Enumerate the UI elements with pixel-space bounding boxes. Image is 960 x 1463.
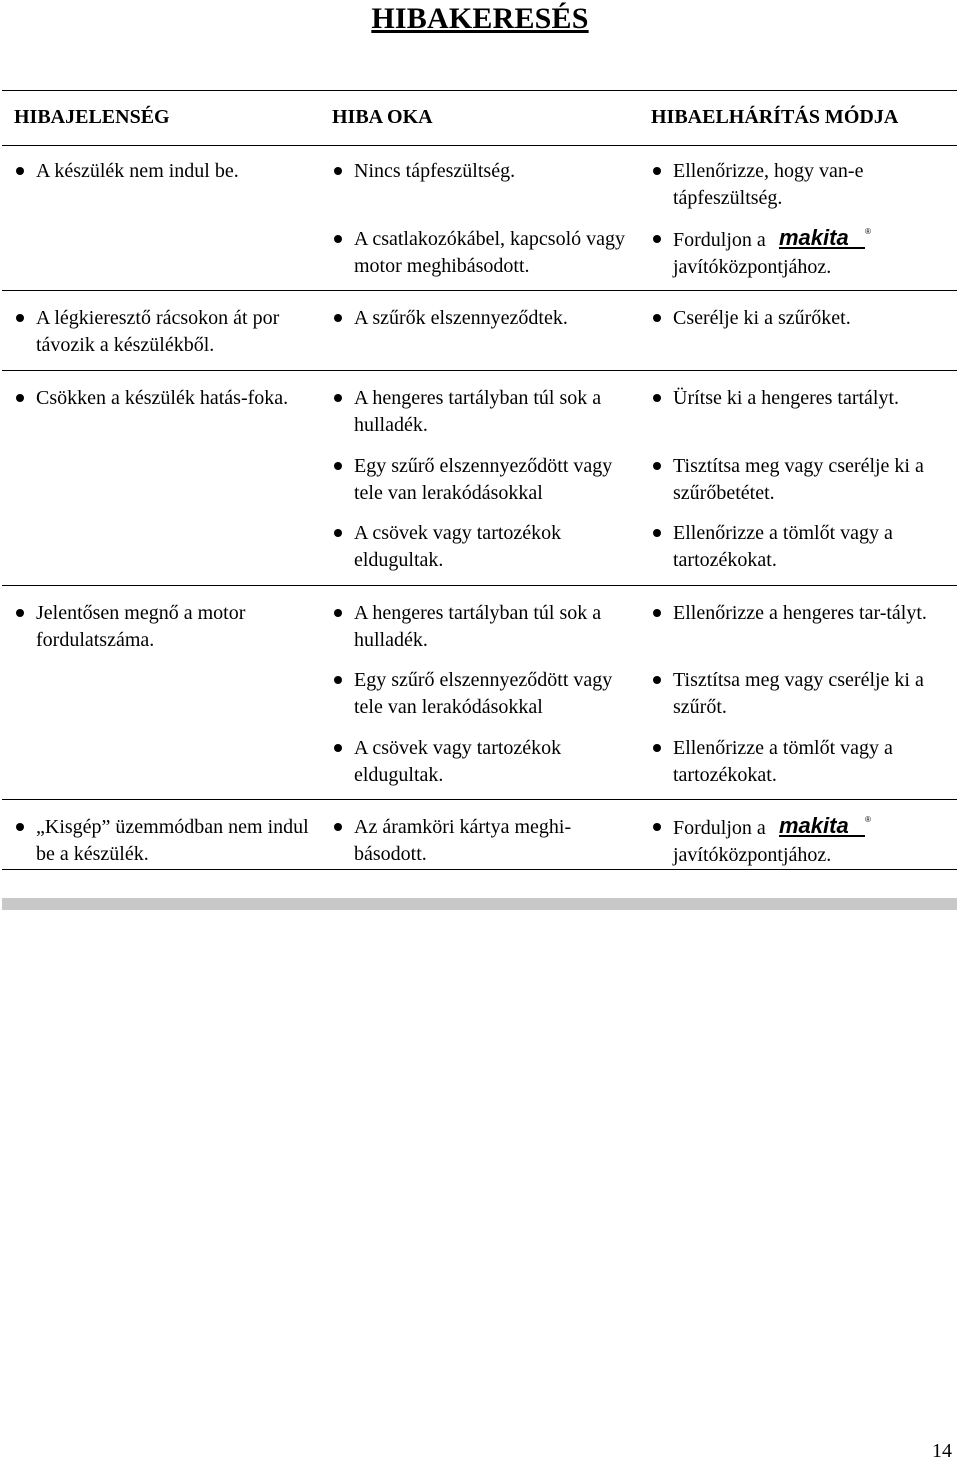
row3-cause-3: A csövek vagy tartozékok eldugultak. xyxy=(332,520,632,574)
makita-logo-icon xyxy=(777,814,873,838)
row-rule xyxy=(2,585,957,586)
row4-remedy-2: Tisztítsa meg vagy cserélje ki a szűrőt. xyxy=(651,667,951,721)
svg-text:makita: makita xyxy=(778,814,849,838)
bullet-icon xyxy=(334,676,342,684)
bullet-icon xyxy=(653,314,661,322)
header-rule xyxy=(2,145,957,146)
makita-logo-icon xyxy=(777,226,873,250)
row-rule xyxy=(2,370,957,371)
bullet-icon xyxy=(334,462,342,470)
bullet-icon xyxy=(16,609,24,617)
row3-cause-1: A hengeres tartályban túl sok a hulladék. xyxy=(332,385,632,439)
row3-remedy-2: Tisztítsa meg vagy cserélje ki a szűrőbetétet. xyxy=(651,453,951,507)
row2-symptom: A légkieresztő rácsokon át por távozik a készülékből. xyxy=(14,305,314,359)
row5-symptom: „Kisgép” üzemmódban nem indul be a készülék. xyxy=(14,814,314,868)
bullet-icon xyxy=(334,314,342,322)
bullet-icon xyxy=(653,462,661,470)
row3-symptom: Csökken a készülék hatás-foka. xyxy=(14,385,314,412)
row4-remedy-3: Ellenőrizze a tömlőt vagy a tartozékokat. xyxy=(651,735,951,789)
row2-remedy-1: Cserélje ki a szűrőket. xyxy=(651,305,951,332)
row2-cause-1: A szűrők elszennyeződtek. xyxy=(332,305,632,332)
row3-remedy-1: Ürítse ki a hengeres tartályt. xyxy=(651,385,951,412)
bullet-icon xyxy=(653,823,661,831)
bullet-icon xyxy=(334,235,342,243)
row3-remedy-3: Ellenőrizze a tömlőt vagy a tartozékokat. xyxy=(651,520,951,574)
row-rule xyxy=(2,799,957,800)
bullet-icon xyxy=(653,529,661,537)
row1-cause-2: A csatlakozókábel, kapcsoló vagy motor meghibásodott. xyxy=(332,226,632,280)
bullet-icon xyxy=(334,744,342,752)
header-cause: HIBA OKA xyxy=(332,106,433,128)
row4-cause-1: A hengeres tartályban túl sok a hulladék. xyxy=(332,600,632,654)
row4-cause-2: Egy szűrő elszennyeződött vagy tele van lerakódásokkal xyxy=(332,667,632,721)
row1-symptom: A készülék nem indul be. xyxy=(14,158,314,185)
bullet-icon xyxy=(653,167,661,175)
row1-cause-1: Nincs tápfeszültség. xyxy=(332,158,632,185)
row4-remedy-1: Ellenőrizze a hengeres tar-tályt. xyxy=(651,600,951,627)
row5-remedy-1: Forduljon a makita ® javítóközpontjához. xyxy=(651,814,951,869)
bullet-icon xyxy=(334,609,342,617)
row1-remedy-2: Forduljon a makita ® javítóközpontjához. xyxy=(651,226,951,281)
row1-remedy-1: Ellenőrizze, hogy van-e tápfeszültség. xyxy=(651,158,951,212)
page-number: 14 xyxy=(932,1440,952,1462)
bullet-icon xyxy=(334,823,342,831)
bullet-icon xyxy=(16,823,24,831)
footer-band xyxy=(2,898,957,910)
svg-text:®: ® xyxy=(864,815,871,824)
bullet-icon xyxy=(653,744,661,752)
bullet-icon xyxy=(16,167,24,175)
table-top-rule xyxy=(2,90,957,91)
bullet-icon xyxy=(653,609,661,617)
table-bottom-rule xyxy=(2,869,957,870)
row3-cause-2: Egy szűrő elszennyeződött vagy tele van lerakódásokkal xyxy=(332,453,632,507)
bullet-icon xyxy=(16,394,24,402)
svg-text:®: ® xyxy=(864,227,871,236)
bullet-icon xyxy=(653,235,661,243)
row5-cause-1: Az áramköri kártya meghi-básodott. xyxy=(332,814,632,868)
header-symptom: HIBAJELENSÉG xyxy=(14,106,170,128)
bullet-icon xyxy=(334,167,342,175)
bullet-icon xyxy=(653,676,661,684)
page-title: HIBAKERESÉS xyxy=(371,2,589,35)
row-rule xyxy=(2,290,957,291)
bullet-icon xyxy=(334,394,342,402)
bullet-icon xyxy=(334,529,342,537)
bullet-icon xyxy=(16,314,24,322)
svg-text:makita: makita xyxy=(778,226,849,250)
row4-cause-3: A csövek vagy tartozékok eldugultak. xyxy=(332,735,632,789)
bullet-icon xyxy=(653,394,661,402)
header-remedy: HIBAELHÁRÍTÁS MÓDJA xyxy=(651,106,899,128)
row4-symptom: Jelentősen megnő a motor fordulatszáma. xyxy=(14,600,314,654)
